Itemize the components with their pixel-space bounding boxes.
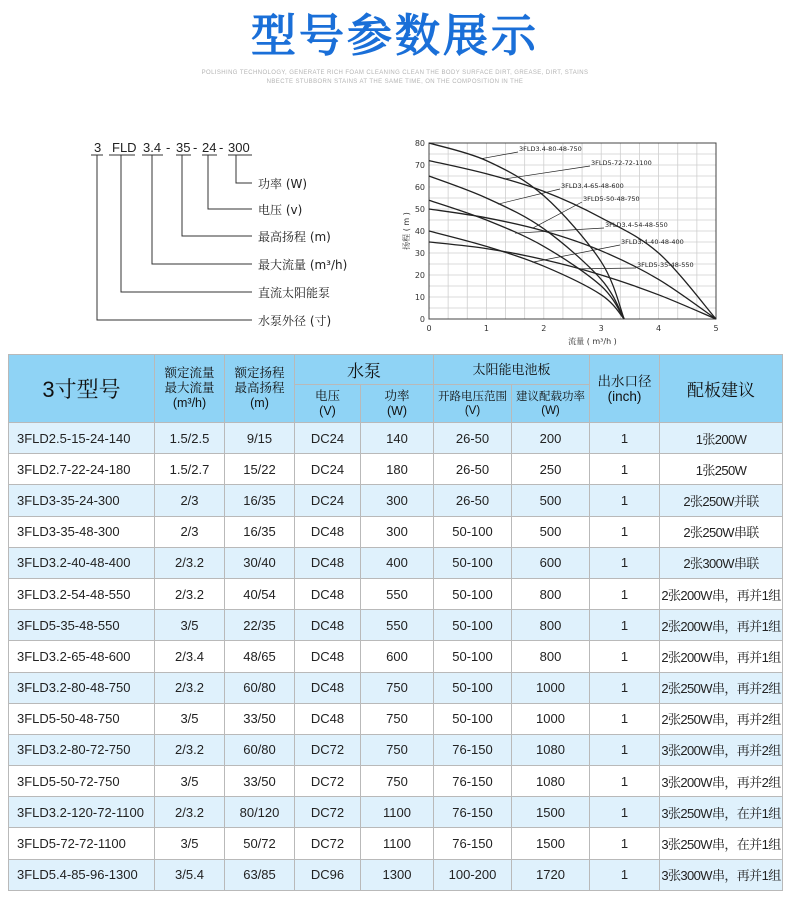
cell-voltage: DC72 bbox=[295, 734, 361, 765]
table-row bbox=[9, 641, 783, 672]
table-row bbox=[9, 547, 783, 578]
cell-outlet: 1 bbox=[590, 454, 660, 485]
cell-power: 550 bbox=[361, 578, 434, 609]
y-tick-label: 30 bbox=[414, 249, 425, 258]
series-leader-line bbox=[504, 166, 590, 179]
cell-ocv: 76-150 bbox=[434, 828, 512, 859]
cell-head: 16/35 bbox=[225, 516, 295, 547]
cell-flow: 2/3.2 bbox=[155, 547, 225, 578]
cell-model: 3FLD3.2-40-48-400 bbox=[9, 547, 155, 578]
cell-power: 400 bbox=[361, 547, 434, 578]
header-load-power bbox=[512, 385, 590, 423]
cell-outlet: 1 bbox=[590, 578, 660, 609]
cell-power: 1100 bbox=[361, 828, 434, 859]
header-head-unit: (m) bbox=[250, 396, 269, 410]
header-load-power-unit: (W) bbox=[541, 404, 560, 417]
cell-voltage: DC24 bbox=[295, 454, 361, 485]
cell-model: 3FLD2.5-15-24-140 bbox=[9, 423, 155, 454]
cell-load-power: 500 bbox=[512, 516, 590, 547]
header-outlet bbox=[590, 355, 660, 423]
cell-voltage: DC48 bbox=[295, 641, 361, 672]
cell-power: 600 bbox=[361, 641, 434, 672]
cell-power: 750 bbox=[361, 703, 434, 734]
cell-board: 3张250W串，在并1组 bbox=[660, 828, 783, 859]
cell-flow: 2/3.4 bbox=[155, 641, 225, 672]
cell-power: 1300 bbox=[361, 859, 434, 890]
cell-head: 9/15 bbox=[225, 423, 295, 454]
cell-head: 15/22 bbox=[225, 454, 295, 485]
cell-flow: 3/5 bbox=[155, 610, 225, 641]
header-board: 配板建议 bbox=[660, 355, 783, 423]
header-voltage-label: 电压 bbox=[314, 388, 340, 403]
cell-power: 140 bbox=[361, 423, 434, 454]
cell-outlet: 1 bbox=[590, 734, 660, 765]
x-tick-label: 2 bbox=[541, 324, 547, 333]
cell-voltage: DC48 bbox=[295, 672, 361, 703]
cell-flow: 1.5/2.7 bbox=[155, 454, 225, 485]
cell-voltage: DC72 bbox=[295, 828, 361, 859]
cell-ocv: 50-100 bbox=[434, 703, 512, 734]
cell-head: 80/120 bbox=[225, 797, 295, 828]
cell-flow: 1.5/2.5 bbox=[155, 423, 225, 454]
header-ocv-unit: (V) bbox=[464, 404, 481, 417]
cell-model: 3FLD5-35-48-550 bbox=[9, 610, 155, 641]
x-tick-label: 4 bbox=[656, 324, 662, 333]
header-load-power-label: 建议配载功率 bbox=[516, 390, 585, 403]
cell-model: 3FLD5-72-72-1100 bbox=[9, 828, 155, 859]
cell-outlet: 1 bbox=[590, 516, 660, 547]
cell-head: 33/50 bbox=[225, 703, 295, 734]
header-outlet-label: 出水口径 bbox=[597, 373, 652, 389]
table-row bbox=[9, 485, 783, 516]
header-flow-unit: (m³/h) bbox=[172, 396, 207, 410]
header-power-label: 功率 bbox=[384, 388, 410, 403]
cell-head: 60/80 bbox=[225, 734, 295, 765]
cell-voltage: DC72 bbox=[295, 797, 361, 828]
cell-head: 50/72 bbox=[225, 828, 295, 859]
cell-ocv: 100-200 bbox=[434, 859, 512, 890]
cell-outlet: 1 bbox=[590, 641, 660, 672]
y-tick-label: 60 bbox=[414, 183, 425, 192]
cell-voltage: DC48 bbox=[295, 578, 361, 609]
cell-board: 3张300W串，再并1组 bbox=[660, 859, 783, 890]
cell-head: 48/65 bbox=[225, 641, 295, 672]
subtitle-line-1: POLISHING TECHNOLOGY, GENERATE RICH FOAM CLEANING CLEAN THE BODY SURFACE DIRT, GREASE, DIRT, STAINS bbox=[201, 70, 589, 76]
cell-model: 3FLD5.4-85-96-1300 bbox=[9, 859, 155, 890]
table-row bbox=[9, 797, 783, 828]
cell-voltage: DC24 bbox=[295, 485, 361, 516]
x-axis-label: 流量 ( m³/h ) bbox=[568, 337, 617, 346]
cell-head: 60/80 bbox=[225, 672, 295, 703]
header-rated-flow: 额定流量 bbox=[164, 366, 215, 380]
cell-board: 2张300W串联 bbox=[660, 547, 783, 578]
legend-pump-diameter: 水泵外径 (寸) bbox=[258, 314, 332, 328]
cell-model: 3FLD3.2-120-72-1100 bbox=[9, 797, 155, 828]
performance-chart bbox=[0, 0, 790, 360]
cell-board: 3张250W串，在并1组 bbox=[660, 797, 783, 828]
model-code-part: 300 bbox=[228, 140, 250, 155]
table-row bbox=[9, 859, 783, 890]
cell-load-power: 1080 bbox=[512, 734, 590, 765]
cell-ocv: 50-100 bbox=[434, 578, 512, 609]
cell-flow: 2/3.2 bbox=[155, 797, 225, 828]
y-tick-label: 50 bbox=[414, 205, 425, 214]
cell-flow: 2/3 bbox=[155, 516, 225, 547]
cell-load-power: 1000 bbox=[512, 672, 590, 703]
cell-ocv: 76-150 bbox=[434, 797, 512, 828]
legend-max-head: 最高扬程 (m) bbox=[258, 230, 331, 244]
cell-voltage: DC48 bbox=[295, 516, 361, 547]
cell-head: 30/40 bbox=[225, 547, 295, 578]
header-ocv-label: 开路电压范围 bbox=[438, 390, 507, 403]
series-label: 3FLD3.4-54-48-550 bbox=[605, 221, 668, 229]
model-code-part: - bbox=[166, 140, 171, 155]
cell-power: 750 bbox=[361, 734, 434, 765]
cell-power: 1100 bbox=[361, 797, 434, 828]
cell-board: 1张200W bbox=[660, 423, 783, 454]
x-tick-label: 0 bbox=[426, 324, 432, 333]
header-power bbox=[361, 385, 434, 423]
model-code-part: 24 bbox=[202, 140, 217, 155]
cell-power: 180 bbox=[361, 454, 434, 485]
cell-model: 3FLD3-35-48-300 bbox=[9, 516, 155, 547]
cell-load-power: 250 bbox=[512, 454, 590, 485]
header-voltage-unit: (V) bbox=[319, 403, 336, 418]
spec-table-body bbox=[9, 423, 783, 891]
cell-voltage: DC96 bbox=[295, 859, 361, 890]
cell-head: 33/50 bbox=[225, 766, 295, 797]
cell-head: 22/35 bbox=[225, 610, 295, 641]
legend-voltage: 电压 (v) bbox=[258, 203, 303, 217]
cell-board: 2张250W串，再并2组 bbox=[660, 703, 783, 734]
series-line bbox=[429, 242, 716, 319]
cell-load-power: 1000 bbox=[512, 703, 590, 734]
x-tick-label: 5 bbox=[713, 324, 719, 333]
header-flow bbox=[155, 355, 225, 423]
cell-load-power: 800 bbox=[512, 641, 590, 672]
cell-load-power: 1720 bbox=[512, 859, 590, 890]
cell-ocv: 50-100 bbox=[434, 672, 512, 703]
series-label: 3FLD5-50-48-750 bbox=[583, 195, 640, 203]
cell-flow: 3/5 bbox=[155, 703, 225, 734]
cell-flow: 2/3.2 bbox=[155, 578, 225, 609]
series-label: 3FLD5-35-48-550 bbox=[637, 261, 694, 269]
cell-power: 750 bbox=[361, 766, 434, 797]
cell-board: 1张250W bbox=[660, 454, 783, 485]
header-power-unit: (W) bbox=[386, 403, 408, 418]
cell-outlet: 1 bbox=[590, 485, 660, 516]
table-row bbox=[9, 610, 783, 641]
header-rated-head: 额定扬程 bbox=[234, 366, 285, 380]
cell-flow: 3/5 bbox=[155, 766, 225, 797]
model-code-part: FLD bbox=[112, 140, 137, 155]
cell-flow: 3/5 bbox=[155, 828, 225, 859]
table-row bbox=[9, 766, 783, 797]
cell-flow: 2/3 bbox=[155, 485, 225, 516]
series-label: 3FLD5-72-72-1100 bbox=[591, 159, 652, 167]
cell-outlet: 1 bbox=[590, 423, 660, 454]
cell-ocv: 50-100 bbox=[434, 547, 512, 578]
table-row bbox=[9, 703, 783, 734]
cell-ocv: 76-150 bbox=[434, 734, 512, 765]
cell-outlet: 1 bbox=[590, 859, 660, 890]
y-tick-label: 80 bbox=[414, 139, 425, 148]
table-row bbox=[9, 828, 783, 859]
cell-model: 3FLD2.7-22-24-180 bbox=[9, 454, 155, 485]
y-tick-label: 40 bbox=[414, 227, 425, 236]
header-ocv bbox=[434, 385, 512, 423]
cell-power: 300 bbox=[361, 516, 434, 547]
cell-outlet: 1 bbox=[590, 672, 660, 703]
cell-board: 3张200W串，再并2组 bbox=[660, 734, 783, 765]
cell-outlet: 1 bbox=[590, 610, 660, 641]
table-row bbox=[9, 734, 783, 765]
cell-ocv: 50-100 bbox=[434, 516, 512, 547]
cell-ocv: 50-100 bbox=[434, 641, 512, 672]
x-tick-label: 1 bbox=[483, 324, 489, 333]
model-code-part: 3.4 bbox=[143, 140, 162, 155]
cell-load-power: 800 bbox=[512, 610, 590, 641]
cell-load-power: 500 bbox=[512, 485, 590, 516]
model-code-part: 35 bbox=[176, 140, 191, 155]
table-row bbox=[9, 423, 783, 454]
cell-board: 2张250W串联 bbox=[660, 516, 783, 547]
header-max-flow: 最大流量 bbox=[164, 381, 215, 395]
cell-model: 3FLD3-35-24-300 bbox=[9, 485, 155, 516]
cell-head: 16/35 bbox=[225, 485, 295, 516]
cell-ocv: 50-100 bbox=[434, 610, 512, 641]
cell-load-power: 600 bbox=[512, 547, 590, 578]
header-pump: 水泵 bbox=[295, 355, 434, 385]
cell-head: 63/85 bbox=[225, 859, 295, 890]
header-max-head: 最高扬程 bbox=[234, 381, 285, 395]
cell-model: 3FLD5-50-48-750 bbox=[9, 703, 155, 734]
header-model: 3寸型号 bbox=[9, 355, 155, 423]
cell-flow: 2/3.2 bbox=[155, 672, 225, 703]
cell-voltage: DC48 bbox=[295, 703, 361, 734]
model-code-part: - bbox=[219, 140, 224, 155]
spec-table bbox=[8, 354, 783, 891]
cell-voltage: DC48 bbox=[295, 547, 361, 578]
cell-model: 3FLD3.2-54-48-550 bbox=[9, 578, 155, 609]
cell-model: 3FLD3.2-80-72-750 bbox=[9, 734, 155, 765]
cell-model: 3FLD3.2-65-48-600 bbox=[9, 641, 155, 672]
header-voltage bbox=[295, 385, 361, 423]
cell-outlet: 1 bbox=[590, 797, 660, 828]
cell-head: 40/54 bbox=[225, 578, 295, 609]
cell-board: 2张200W串，再并1组 bbox=[660, 610, 783, 641]
cell-ocv: 26-50 bbox=[434, 423, 512, 454]
cell-voltage: DC48 bbox=[295, 610, 361, 641]
subtitle-line-2: NBECTE STUBBORN STAINS AT THE SAME TIME, ON THE COMPOSITION IN THE bbox=[266, 79, 524, 85]
y-tick-label: 20 bbox=[414, 271, 425, 280]
legend-pump-type: 直流太阳能泵 bbox=[258, 286, 331, 300]
header-outlet-unit: (inch) bbox=[607, 388, 642, 404]
legend-max-flow: 最大流量 (m³/h) bbox=[258, 258, 348, 272]
cell-load-power: 200 bbox=[512, 423, 590, 454]
cell-power: 550 bbox=[361, 610, 434, 641]
cell-board: 2张250W并联 bbox=[660, 485, 783, 516]
series-label: 3FLD3.4-40-48-400 bbox=[621, 238, 684, 246]
legend-power: 功率 (W) bbox=[258, 177, 308, 191]
x-tick-label: 3 bbox=[598, 324, 604, 333]
cell-outlet: 1 bbox=[590, 766, 660, 797]
cell-outlet: 1 bbox=[590, 828, 660, 859]
y-tick-label: 0 bbox=[419, 315, 425, 324]
cell-load-power: 800 bbox=[512, 578, 590, 609]
cell-board: 2张200W串，再并1组 bbox=[660, 641, 783, 672]
model-code-part: - bbox=[193, 140, 198, 155]
cell-model: 3FLD3.2-80-48-750 bbox=[9, 672, 155, 703]
header-head bbox=[225, 355, 295, 423]
table-row bbox=[9, 454, 783, 485]
cell-load-power: 1500 bbox=[512, 797, 590, 828]
y-tick-label: 10 bbox=[414, 293, 425, 302]
cell-ocv: 76-150 bbox=[434, 766, 512, 797]
cell-flow: 3/5.4 bbox=[155, 859, 225, 890]
cell-board: 2张200W串，再并1组 bbox=[660, 578, 783, 609]
cell-outlet: 1 bbox=[590, 547, 660, 578]
cell-model: 3FLD5-50-72-750 bbox=[9, 766, 155, 797]
cell-power: 300 bbox=[361, 485, 434, 516]
y-tick-label: 70 bbox=[414, 161, 425, 170]
cell-load-power: 1500 bbox=[512, 828, 590, 859]
cell-outlet: 1 bbox=[590, 703, 660, 734]
header-solar: 太阳能电池板 bbox=[434, 355, 590, 385]
cell-ocv: 26-50 bbox=[434, 454, 512, 485]
table-row bbox=[9, 516, 783, 547]
cell-board: 2张250W串，再并2组 bbox=[660, 672, 783, 703]
cell-load-power: 1080 bbox=[512, 766, 590, 797]
table-row bbox=[9, 672, 783, 703]
series-label: 3FLD3.4-80-48-750 bbox=[519, 145, 582, 153]
cell-ocv: 26-50 bbox=[434, 485, 512, 516]
series-leader-line bbox=[578, 268, 636, 269]
cell-voltage: DC72 bbox=[295, 766, 361, 797]
cell-voltage: DC24 bbox=[295, 423, 361, 454]
series-label: 3FLD3.4-65-48-600 bbox=[561, 182, 624, 190]
y-axis-label: 扬程 ( m ) bbox=[402, 212, 411, 250]
cell-flow: 2/3.2 bbox=[155, 734, 225, 765]
series-leader-line bbox=[532, 202, 582, 228]
page-title: 型号参数展示 bbox=[250, 9, 539, 62]
model-code-part: 3 bbox=[94, 140, 102, 155]
cell-board: 3张200W串，再并2组 bbox=[660, 766, 783, 797]
table-row bbox=[9, 578, 783, 609]
cell-power: 750 bbox=[361, 672, 434, 703]
